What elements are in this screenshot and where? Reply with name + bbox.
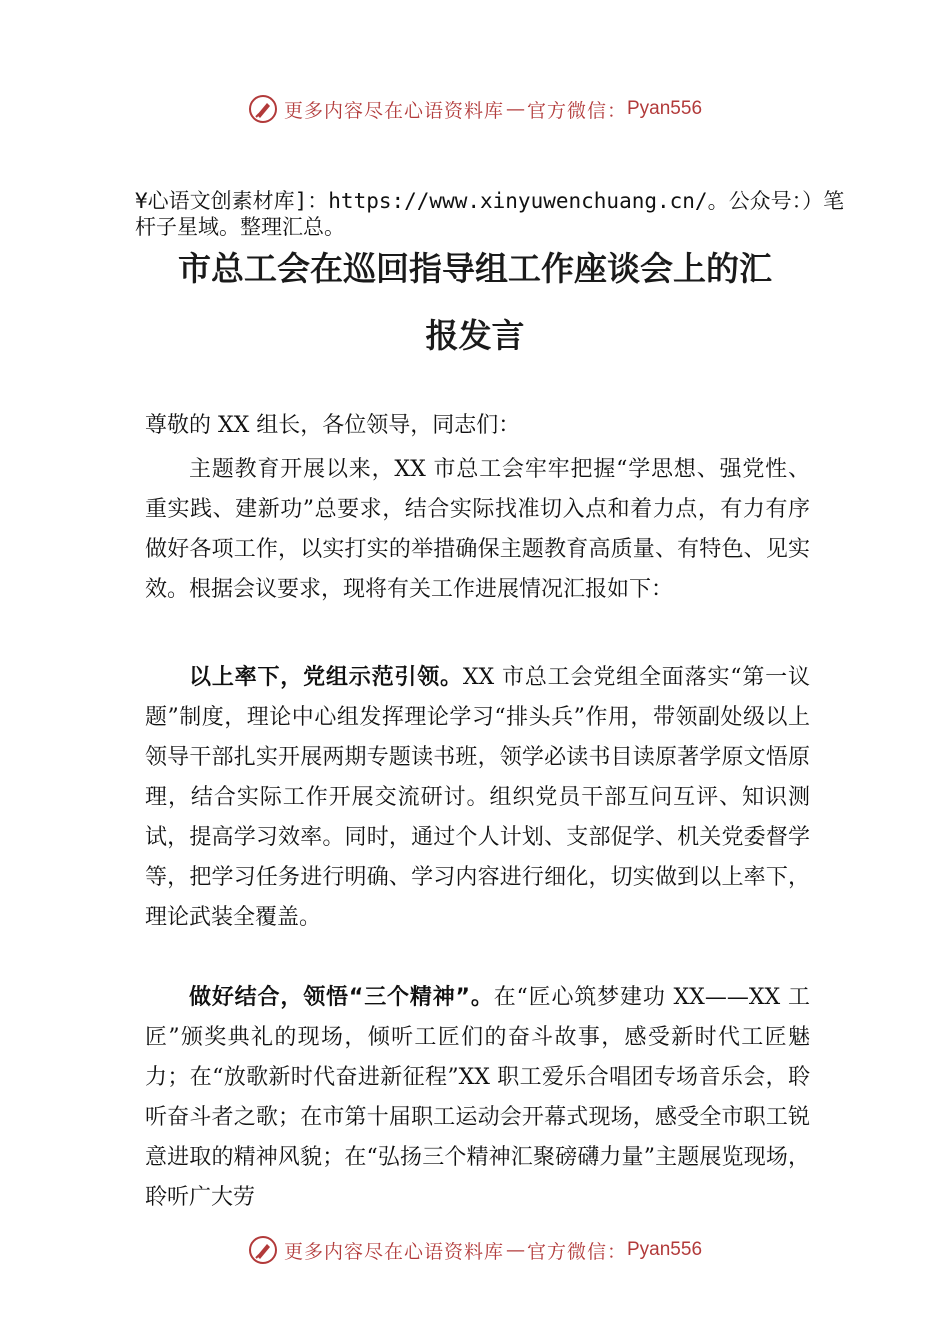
banner-label: 官方微信：	[526, 99, 627, 122]
salutation: 尊敬的 XX 组长，各位领导，同志们：	[145, 413, 521, 438]
paragraph-text: 主题教育开展以来，XX 市总工会牢牢把握“学思想、强党性、重实践、建新功”总要求，结合实际找准切入点和着力点，有力有序做好各项工作，以实打实的举措确保主题教育高质量、有特色、见实效。根据会议要求，现将有关工作进展情况汇报如下：	[145, 457, 810, 602]
paragraph-intro	[145, 450, 810, 610]
banner-account: Pyan556	[627, 1239, 703, 1260]
top-watermark-banner	[0, 94, 950, 124]
pen-nib-logo-icon	[248, 94, 278, 124]
banner-dash: —	[505, 98, 525, 120]
paragraph-leading-by-example	[145, 658, 810, 938]
document-title-line-1: 市总工会在巡回指导组工作座谈会上的汇	[178, 249, 772, 288]
banner-text: 更多内容尽在心语资料库	[283, 1240, 504, 1263]
paragraph-three-spirits	[145, 978, 810, 1218]
pen-nib-logo-icon	[248, 1235, 278, 1265]
document-title-line-2: 报发言	[425, 316, 525, 355]
paragraph-lead: 以上率下，党组示范引领。	[189, 665, 463, 690]
paragraph-text: XX 市总工会党组全面落实“第一议题”制度，理论中心组发挥理论学习“排头兵”作用，带领副处级以上领导干部扎实开展两期专题读书班，领学必读书目读原著学原文悟原理，结合实际工作开展交流研讨。组织党员干部互问互评、知识测试，提高学习效率。同时，通过个人计划、支部促学、机关党委督学等，把学习任务进行明确、学习内容进行细化，切实做到以上率下，理论武装全覆盖。	[145, 665, 810, 930]
source-note: ¥心语文创素材库]：https://www.xinyuwenchuang.cn/。公众号：）笔杆子星域。整理汇总。	[135, 189, 845, 239]
banner-text: 更多内容尽在心语资料库	[283, 99, 504, 122]
banner-dash: —	[505, 1239, 525, 1261]
banner-label: 官方微信：	[526, 1240, 627, 1263]
paragraph-text: 在“匠心筑梦建功 XX——XX 工匠”颁奖典礼的现场，倾听工匠们的奋斗故事，感受新时代工匠魅力；在“放歌新时代奋进新征程”XX 职工爱乐合唱团专场音乐会，聆听奋斗者之歌；在市第十届职工运动会开幕式现场，感受全市职工锐意进取的精神风貌；在“弘扬三个精神汇聚磅礴力量”主题展览现场，聆听广大劳	[145, 985, 810, 1210]
banner-account: Pyan556	[627, 98, 703, 119]
bottom-watermark-banner	[0, 1235, 950, 1265]
paragraph-lead: 做好结合，领悟“三个精神”。	[189, 985, 494, 1010]
